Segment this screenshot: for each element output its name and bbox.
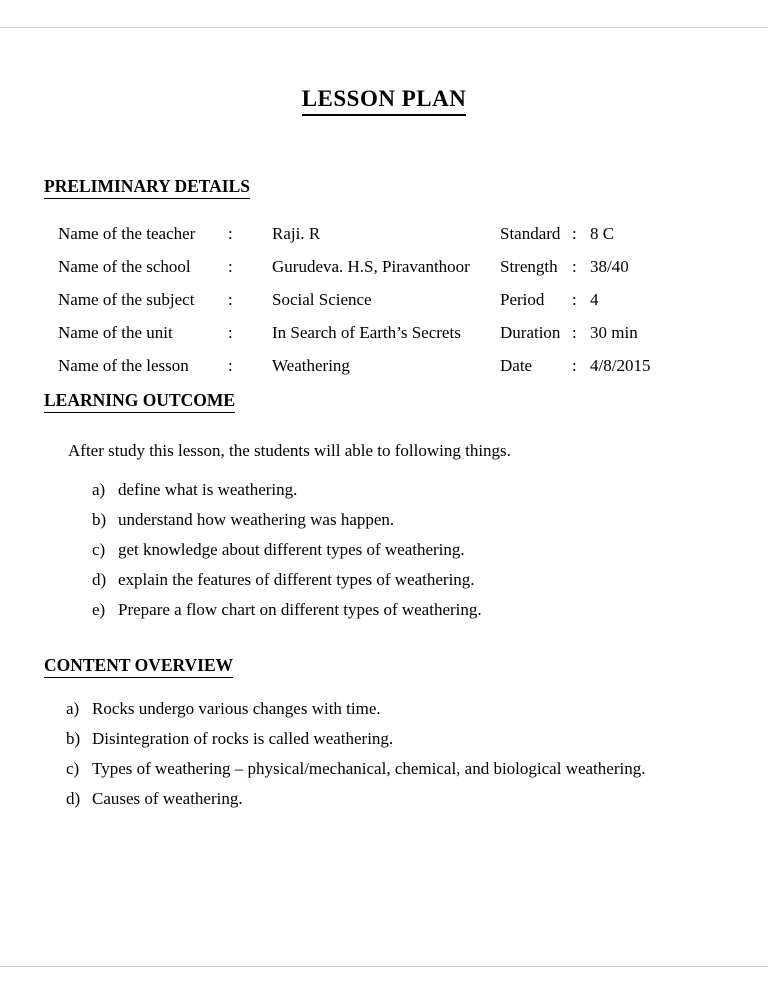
row-left-label: Name of the teacher <box>58 223 196 243</box>
row-left-value: In Search of Earth’s Secrets <box>272 322 461 342</box>
section-heading-learning-outcome: LEARNING OUTCOME <box>44 390 768 413</box>
row-left-value: Raji. R <box>272 223 321 243</box>
table-row <box>58 349 768 382</box>
list-item-text: Types of weathering – physical/mechanical, chemical, and biological weathering. <box>92 759 646 778</box>
list-item-marker: d) <box>92 570 107 589</box>
list-item-text: Rocks undergo various changes with time. <box>92 699 381 718</box>
row-right-label: Duration <box>500 322 561 342</box>
list-item-text: Prepare a flow chart on different types of weathering. <box>118 600 482 619</box>
row-left-colon: : <box>228 223 233 243</box>
list-item <box>92 535 768 565</box>
row-left-label: Name of the school <box>58 256 191 276</box>
list-item-marker: e) <box>92 600 106 619</box>
row-left-colon: : <box>228 355 233 375</box>
row-left-colon: : <box>228 322 233 342</box>
list-item <box>92 565 768 595</box>
row-left-colon: : <box>228 289 233 309</box>
row-right-colon: : <box>572 322 577 342</box>
page-title-text: LESSON PLAN <box>302 86 467 116</box>
list-item-marker: a) <box>92 480 106 499</box>
list-item-marker: a) <box>66 699 80 718</box>
list-item <box>66 694 768 724</box>
list-item-marker: b) <box>66 729 81 748</box>
learning-outcome-list <box>92 475 768 625</box>
row-right-label: Standard <box>500 223 561 243</box>
list-item-text: Disintegration of rocks is called weathering. <box>92 729 394 748</box>
list-item-text: Causes of weathering. <box>92 789 243 808</box>
row-right-value: 4/8/2015 <box>590 355 651 375</box>
table-row <box>58 217 768 250</box>
page-top-border <box>0 27 768 28</box>
row-left-colon: : <box>228 256 233 276</box>
table-row <box>58 283 768 316</box>
learning-outcome-intro: After study this lesson, the students will able to following things. <box>68 441 511 460</box>
row-right-colon: : <box>572 256 577 276</box>
row-right-colon: : <box>572 223 577 243</box>
row-right-label: Date <box>500 355 533 375</box>
row-left-value: Gurudeva. H.S, Piravanthoor <box>272 256 470 276</box>
row-right-value: 4 <box>590 289 599 309</box>
section-heading-preliminary-details: PRELIMINARY DETAILS <box>44 176 768 199</box>
list-item-marker: b) <box>92 510 107 529</box>
list-item-text: get knowledge about different types of weathering. <box>118 540 465 559</box>
content-overview-list <box>66 694 768 814</box>
row-left-value: Weathering <box>272 355 350 375</box>
list-item <box>66 784 768 814</box>
list-item-marker: d) <box>66 789 81 808</box>
row-left-label: Name of the unit <box>58 322 173 342</box>
list-item-marker: c) <box>92 540 106 559</box>
row-right-value: 38/40 <box>590 256 629 276</box>
row-right-value: 30 min <box>590 322 638 342</box>
table-row <box>58 250 768 283</box>
list-item <box>66 754 768 784</box>
list-item-text: explain the features of different types of weathering. <box>118 570 475 589</box>
row-right-colon: : <box>572 355 577 375</box>
section-heading-content-overview: CONTENT OVERVIEW <box>44 655 768 678</box>
list-item-text: understand how weathering was happen. <box>118 510 395 529</box>
preliminary-details-table <box>58 217 768 382</box>
page-title <box>0 0 768 116</box>
list-item <box>92 505 768 535</box>
table-row <box>58 316 768 349</box>
list-item <box>92 475 768 505</box>
list-item <box>66 724 768 754</box>
page-bottom-border <box>0 966 768 967</box>
row-right-colon: : <box>572 289 577 309</box>
row-left-label: Name of the lesson <box>58 355 189 375</box>
row-left-label: Name of the subject <box>58 289 195 309</box>
row-right-label: Period <box>500 289 545 309</box>
list-item <box>92 595 768 625</box>
row-right-label: Strength <box>500 256 558 276</box>
list-item-text: define what is weathering. <box>118 480 298 499</box>
row-left-value: Social Science <box>272 289 372 309</box>
row-right-value: 8 C <box>590 223 615 243</box>
list-item-marker: c) <box>66 759 80 778</box>
